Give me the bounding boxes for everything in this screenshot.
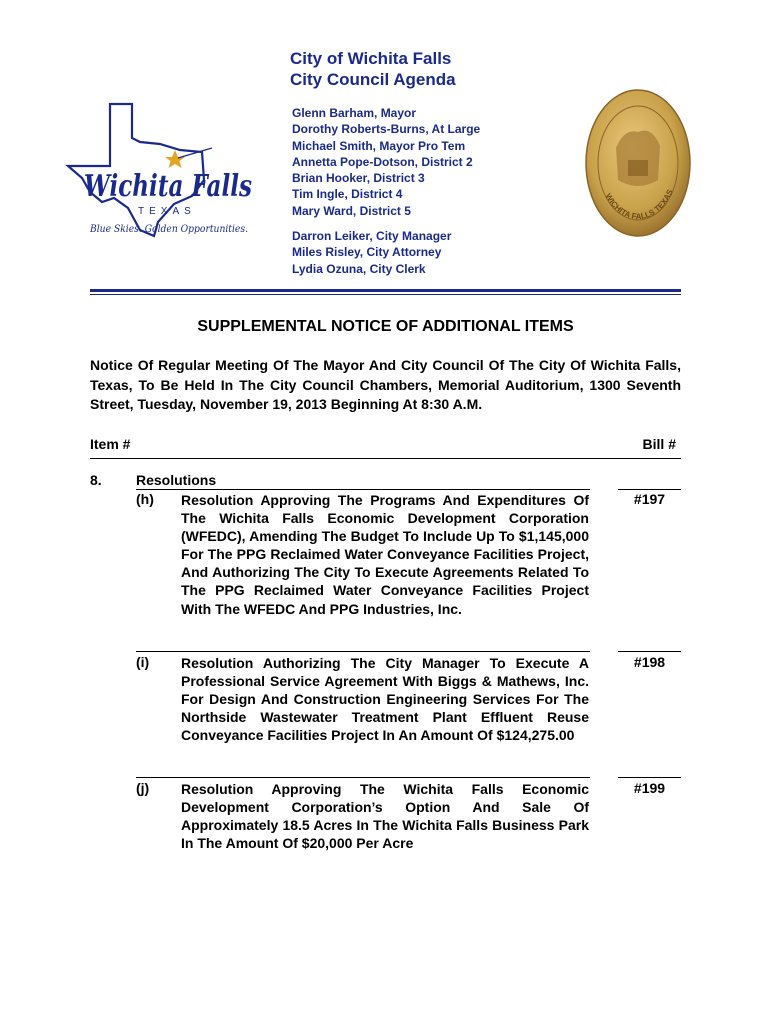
logo-name: Wichita Falls [84,169,253,204]
notice-body: Notice Of Regular Meeting Of The Mayor And City Council Of The City Of Wichita Falls, Texas, To Be Held In The City Council Chambers, Memorial Auditorium, 1300 Seventh Street, Tuesday, November 19, 2013 Beginning At 8:30 A.M. [90,357,681,412]
bill-number: #198 [633,654,666,670]
staff-name: Lydia Ozuna, City Clerk [292,261,426,276]
item-description: Resolution Approving The Programs And Expenditures Of The Wichita Falls Economic Development Corporation (WFEDC), Amending The Budget To Include Up To $1,145,000 For The PPG Reclaimed Water Conveyance Facilities Project, And Authorizing The City To Execute Agreements Related To The PPG Reclaimed Water Conveyance Facilities Project With The WFEDC And PPG Industries, Inc. [181,492,589,617]
item-letter: (j) [136,780,150,796]
item-rule [136,651,590,652]
star-icon [165,150,185,168]
bill-rule [618,777,681,778]
wichita-falls-logo [62,100,262,240]
item-rule [136,489,590,490]
staff-name: Darron Leiker, City Manager [292,229,452,243]
official-name: Michael Smith, Mayor Pro Tem [292,138,466,153]
staff-list [292,228,451,277]
bill-number: #197 [633,491,666,507]
item-description: Resolution Approving The Wichita Falls Economic Development Corporation’s Option And Sale Of Approximately 18.5 Acres In The Wichita Falls Business Park In The Amount Of $20,000 Per Acre [181,781,589,852]
officials-list [292,105,480,219]
bill-rule [618,651,681,652]
header-divider-thin [90,294,681,295]
section-number: 8. [90,472,102,488]
official-name: Mary Ward, District 5 [292,203,411,218]
item-letter: (h) [136,491,154,507]
item-column-header: Item # [90,436,131,452]
section-heading: Resolutions [136,472,217,488]
city-seal [584,88,692,238]
bill-rule [618,489,681,490]
header-divider [90,289,681,292]
title-line-2: City Council Agenda [290,70,456,89]
official-name: Tim Ingle, District 4 [292,187,403,202]
official-name: Annetta Pope-Dotson, District 2 [292,154,473,169]
item-letter: (i) [136,654,150,670]
agenda-title [290,48,456,90]
bill-column-header: Bill # [642,436,676,452]
official-name: Brian Hooker, District 3 [292,171,425,186]
official-name: Glenn Barham, Mayor [292,106,417,120]
title-line-1: City of Wichita Falls [290,49,452,68]
logo-state: TEXAS [138,206,196,217]
notice-title: SUPPLEMENTAL NOTICE OF ADDITIONAL ITEMS [197,318,574,335]
item-rule [136,777,590,778]
column-divider [90,458,681,459]
bill-number: #199 [633,780,666,796]
seal-text: WICHITA FALLS TEXAS [603,188,675,222]
item-description: Resolution Authorizing The City Manager To Execute A Professional Service Agreement With Biggs & Mathews, Inc. For Design And Construction Engineering Services For The Northside Wastewater Treatment Plant Effluent Reuse Conveyance Facilities Project In An Amount Of $124,275.00 [181,655,589,744]
official-name: Dorothy Roberts-Burns, At Large [292,122,481,137]
logo-tagline: Blue Skies. Golden Opportunities. [89,223,248,235]
staff-name: Miles Risley, City Attorney [292,245,442,260]
